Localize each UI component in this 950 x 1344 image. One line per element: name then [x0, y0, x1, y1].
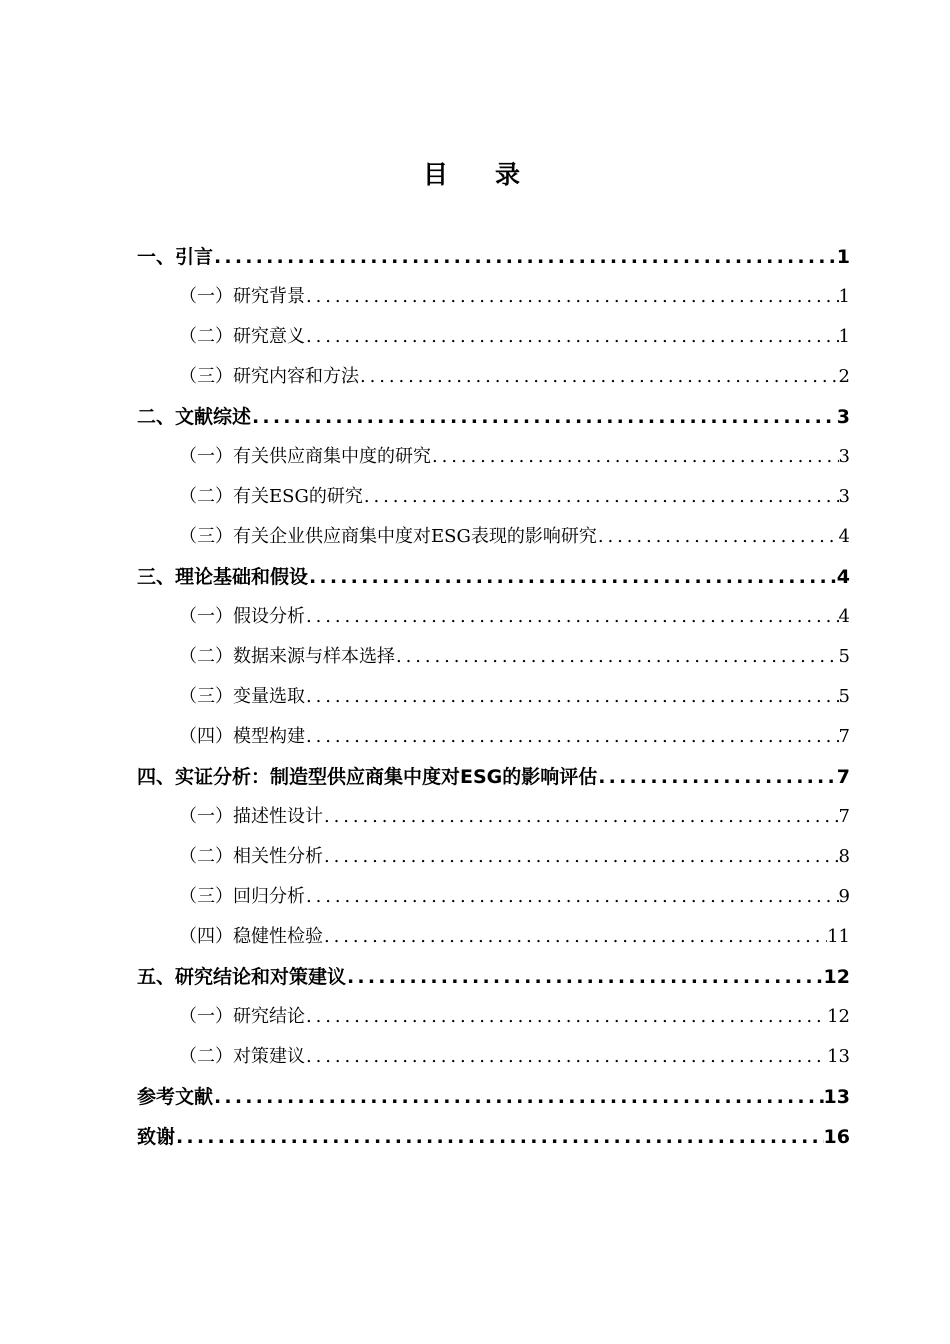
- toc-page-number: 1: [838, 286, 850, 307]
- toc-entry-text: （一）研究结论: [179, 1006, 305, 1027]
- toc-page-number: 13: [823, 1086, 850, 1108]
- toc-page-number: 4: [838, 526, 850, 547]
- toc-entry-text: （三）有关企业供应商集中度对ESG表现的影响研究: [179, 526, 597, 547]
- toc-entry-references[interactable]: [137, 1077, 850, 1117]
- toc-page-number: 1: [838, 326, 850, 347]
- toc-leader-dots: [176, 1117, 824, 1157]
- toc-entry-literature-review[interactable]: [137, 397, 850, 437]
- toc-page-number: 3: [838, 486, 850, 507]
- toc-page-number: 12: [823, 966, 850, 988]
- toc-leader-dots: [214, 1077, 824, 1117]
- toc-entry-correlation-analysis[interactable]: [137, 837, 850, 877]
- toc-leader-dots: [306, 997, 827, 1037]
- toc-leader-dots: [306, 317, 839, 357]
- toc-leader-dots: [598, 757, 837, 797]
- toc-leader-dots: [309, 557, 837, 597]
- toc-entry-text: （一）描述性设计: [179, 806, 323, 827]
- toc-leader-dots: [214, 237, 837, 277]
- toc-entry-impact-research[interactable]: [137, 517, 850, 557]
- toc-entry-text: （三）变量选取: [179, 686, 305, 707]
- toc-entry-empirical-analysis[interactable]: [137, 757, 850, 797]
- toc-entry-policy-recommendations[interactable]: [137, 1037, 850, 1077]
- toc-entry-text: （二）数据来源与样本选择: [179, 646, 395, 667]
- page-title: 目录: [422, 160, 567, 189]
- toc-page-number: 2: [838, 366, 850, 387]
- toc-entry-robustness-test[interactable]: [137, 917, 850, 957]
- toc-entry-text: （二）相关性分析: [179, 846, 323, 867]
- toc-entry-text: （一）有关供应商集中度的研究: [179, 446, 431, 467]
- toc-page-number: 3: [838, 446, 850, 467]
- table-of-contents: [137, 237, 850, 1157]
- toc-leader-dots: [306, 277, 839, 317]
- toc-entry-text: （一）假设分析: [179, 606, 305, 627]
- toc-entry-text: 一、引言: [137, 246, 214, 268]
- toc-entry-acknowledgements[interactable]: [137, 1117, 850, 1157]
- toc-entry-text: 参考文献: [137, 1086, 214, 1108]
- toc-entry-hypothesis-analysis[interactable]: [137, 597, 850, 637]
- toc-page-number: 3: [836, 406, 850, 428]
- toc-entry-text: （二）研究意义: [179, 326, 305, 347]
- toc-entry-text: 五、研究结论和对策建议: [137, 966, 347, 988]
- toc-entry-conclusions-recommendations[interactable]: [137, 957, 850, 997]
- toc-entry-data-sources[interactable]: [137, 637, 850, 677]
- toc-leader-dots: [306, 677, 839, 717]
- toc-leader-dots: [324, 837, 839, 877]
- toc-leader-dots: [360, 357, 839, 397]
- toc-page-number: 7: [836, 766, 850, 788]
- toc-page-number: 4: [836, 566, 850, 588]
- toc-leader-dots: [347, 957, 824, 997]
- toc-page-number: 1: [836, 246, 850, 268]
- toc-leader-dots: [324, 917, 827, 957]
- toc-page-number: 16: [823, 1126, 850, 1148]
- toc-entry-text: （四）模型构建: [179, 726, 305, 747]
- toc-page-number: 5: [838, 686, 850, 707]
- toc-entry-variable-selection[interactable]: [137, 677, 850, 717]
- toc-page-number: 5: [838, 646, 850, 667]
- toc-entry-model-construction[interactable]: [137, 717, 850, 757]
- toc-page-number: 13: [827, 1046, 850, 1067]
- toc-entry-text: 三、理论基础和假设: [137, 566, 309, 588]
- toc-page-number: 9: [838, 886, 850, 907]
- toc-entry-descriptive-design[interactable]: [137, 797, 850, 837]
- toc-entry-text: （二）对策建议: [179, 1046, 305, 1067]
- toc-entry-regression-analysis[interactable]: [137, 877, 850, 917]
- toc-entry-text: 致谢: [137, 1126, 176, 1148]
- toc-leader-dots: [306, 717, 839, 757]
- toc-leader-dots: [306, 877, 839, 917]
- toc-entry-text: （三）研究内容和方法: [179, 366, 359, 387]
- toc-entry-esg-research[interactable]: [137, 477, 850, 517]
- toc-leader-dots: [324, 797, 839, 837]
- toc-entry-introduction[interactable]: [137, 237, 850, 277]
- toc-page-number: 8: [838, 846, 850, 867]
- toc-entry-research-background[interactable]: [137, 277, 850, 317]
- toc-entry-text: （一）研究背景: [179, 286, 305, 307]
- toc-entry-research-significance[interactable]: [137, 317, 850, 357]
- toc-leader-dots: [598, 517, 839, 557]
- toc-entry-text: 四、实证分析：制造型供应商集中度对ESG的影响评估: [137, 766, 598, 788]
- toc-page-number: 12: [827, 1006, 850, 1027]
- toc-entry-research-conclusions[interactable]: [137, 997, 850, 1037]
- toc-page-number: 11: [827, 926, 850, 947]
- toc-entry-text: （三）回归分析: [179, 886, 305, 907]
- toc-entry-supplier-concentration-research[interactable]: [137, 437, 850, 477]
- toc-page-number: 4: [838, 606, 850, 627]
- toc-leader-dots: [364, 477, 839, 517]
- toc-entry-research-content-methods[interactable]: [137, 357, 850, 397]
- toc-entry-theory-hypotheses[interactable]: [137, 557, 850, 597]
- toc-leader-dots: [306, 597, 839, 637]
- toc-page-number: 7: [838, 806, 850, 827]
- toc-leader-dots: [396, 637, 839, 677]
- toc-leader-dots: [306, 1037, 827, 1077]
- toc-entry-text: 二、文献综述: [137, 406, 252, 428]
- toc-entry-text: （四）稳健性检验: [179, 926, 323, 947]
- toc-leader-dots: [432, 437, 839, 477]
- toc-entry-text: （二）有关ESG的研究: [179, 486, 363, 507]
- toc-page-number: 7: [838, 726, 850, 747]
- toc-leader-dots: [252, 397, 837, 437]
